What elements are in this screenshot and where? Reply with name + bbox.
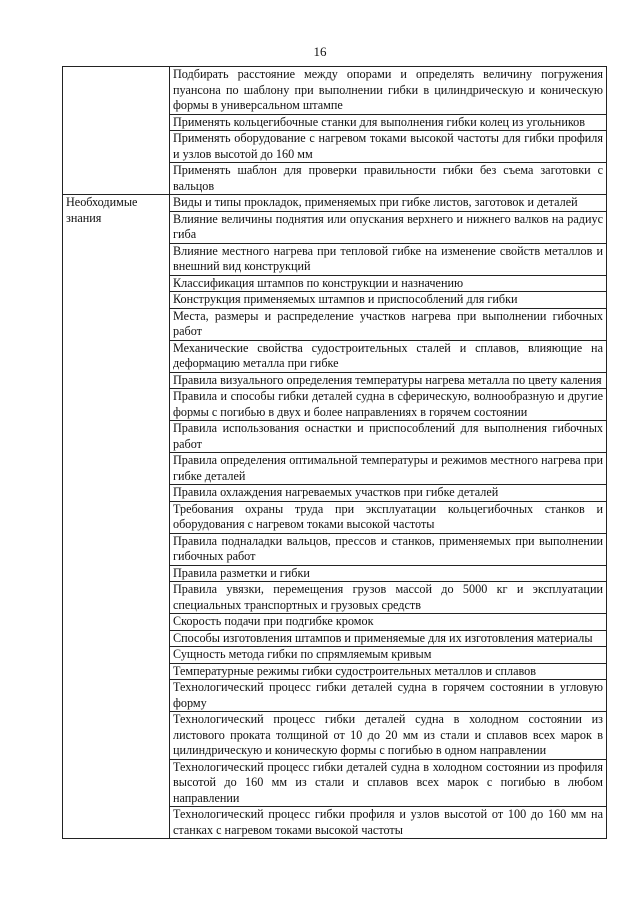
skills-item: Подбирать расстояние между опорами и определять величину погружения пуансона по шаблону при выполнении гибки в цилиндрическую и коническую формы в универсальном штампе — [170, 67, 607, 115]
skills-item: Применять оборудование с нагревом токами высокой частоты для гибки профиля и узлов высотой до 160 мм — [170, 131, 607, 163]
knowledge-item: Скорость подачи при подгибке кромок — [170, 614, 607, 631]
knowledge-item: Правила увязки, перемещения грузов массой до 5000 кг и эксплуатации специальных транспортных и грузовых средств — [170, 582, 607, 614]
knowledge-item: Механические свойства судостроительных сталей и сплавов, влияющие на деформацию металла при гибке — [170, 340, 607, 372]
knowledge-section-label: Необходимые знания — [63, 195, 170, 839]
knowledge-item: Правила и способы гибки деталей судна в сферическую, волнообразную и другие формы с погибью в двух и более направлениях в горячем состоянии — [170, 389, 607, 421]
skills-item: Применять кольцегибочные станки для выполнения гибки колец из угольников — [170, 114, 607, 131]
knowledge-item: Правила определения оптимальной температуры и режимов местного нагрева при гибке деталей — [170, 453, 607, 485]
table-body — [63, 67, 607, 839]
knowledge-item: Требования охраны труда при эксплуатации кольцегибочных станков и оборудования с нагревом токами высокой частоты — [170, 501, 607, 533]
skills-section-label — [63, 67, 170, 195]
knowledge-item: Технологический процесс гибки профиля и узлов высотой от 100 до 160 мм на станках с нагревом токами высокой частоты — [170, 807, 607, 839]
knowledge-item: Влияние местного нагрева при тепловой гибке на изменение свойств металлов и внешний вид конструкций — [170, 243, 607, 275]
knowledge-item: Конструкция применяемых штампов и приспособлений для гибки — [170, 292, 607, 309]
knowledge-item: Места, размеры и распределение участков нагрева при выполнении гибочных работ — [170, 308, 607, 340]
knowledge-item: Технологический процесс гибки деталей судна в горячем состоянии в угловую форму — [170, 680, 607, 712]
knowledge-item: Правила охлаждения нагреваемых участков при гибке деталей — [170, 485, 607, 502]
page-number: 16 — [313, 44, 327, 59]
knowledge-item: Правила визуального определения температуры нагрева металла по цвету каления — [170, 372, 607, 389]
knowledge-item: Правила использования оснастки и приспособлений для выполнения гибочных работ — [170, 421, 607, 453]
skills-item: Применять шаблон для проверки правильности гибки без съема заготовки с вальцов — [170, 163, 607, 195]
competency-table — [62, 66, 607, 839]
table-row — [63, 195, 607, 212]
knowledge-item: Температурные режимы гибки судостроительных металлов и сплавов — [170, 663, 607, 680]
knowledge-item: Влияние величины поднятия или опускания верхнего и нижнего валков на радиус гиба — [170, 211, 607, 243]
knowledge-item: Виды и типы прокладок, применяемых при гибке листов, заготовок и деталей — [170, 195, 607, 212]
knowledge-item: Правила подналадки вальцов, прессов и станков, применяемых при выполнении гибочных работ — [170, 533, 607, 565]
knowledge-item: Сущность метода гибки по спрямляемым кривым — [170, 647, 607, 664]
knowledge-item: Классификация штампов по конструкции и назначению — [170, 275, 607, 292]
table-row — [63, 67, 607, 115]
knowledge-item: Технологический процесс гибки деталей судна в холодном состоянии из профиля высотой до 160 мм из стали и сплавов всех марок с погибью в любом направлении — [170, 759, 607, 807]
knowledge-item: Технологический процесс гибки деталей судна в холодном состоянии из листового проката толщиной от 10 до 20 мм из стали и сплавов всех марок в цилиндрическую и коническую формы с погибью в одном направлении — [170, 712, 607, 760]
knowledge-item: Правила разметки и гибки — [170, 565, 607, 582]
knowledge-item: Способы изготовления штампов и применяемые для их изготовления материалы — [170, 630, 607, 647]
